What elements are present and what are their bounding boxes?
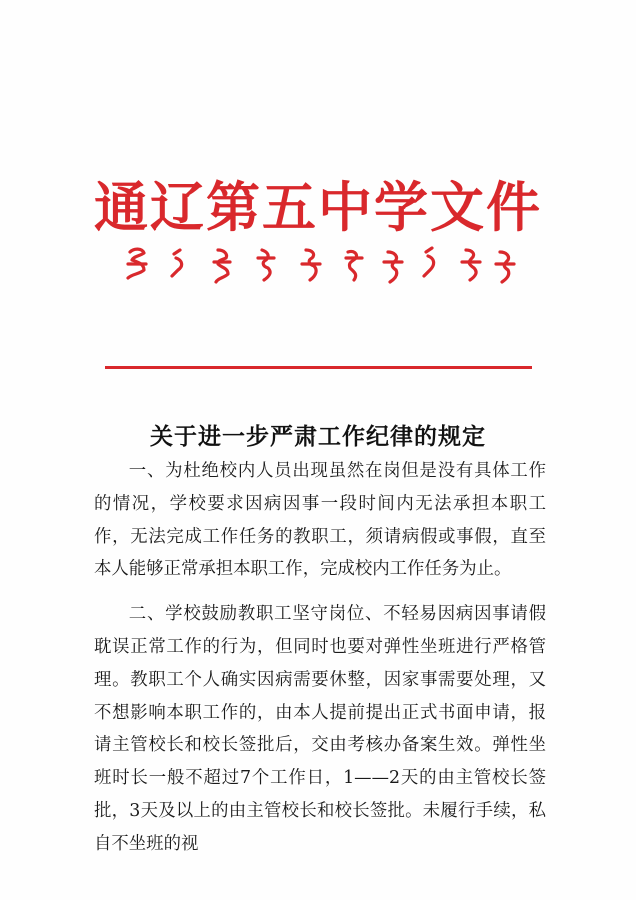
document-header-title: 通辽第五中学文件: [94, 175, 542, 239]
paragraph-2: 二、学校鼓励教职工坚守岗位、不轻易因病因事请假耽误正常工作的行为，但同时也要对弹性坐班进行严格管理。教职工个人确实因病需要休整，因家事需要处理，又不想影响本职工作的，由本人提前提出正式书面申请，报请主管校长和校长签批后，交由考核办备案生效。弹性坐班时长一般不超过7个工作日，1——2天的由主管校长签批，3天及以上的由主管校长和校长签批。未履行手续，私自不坐班的视: [94, 604, 546, 854]
paragraph-1: 一、为杜绝校内人员出现虽然在岗但是没有具体工作的情况，学校要求因病因事一段时间内无法承担本职工作，无法完成工作任务的教职工，须请病假或事假，直至本人能够正常承担本职工作，完成校内工作任务为止。: [94, 461, 546, 580]
mongolian-script-header: [120, 244, 516, 286]
header-red-rule: [105, 366, 532, 369]
document-title: 关于进一步严肃工作纪律的规定: [150, 423, 486, 450]
document-body: [94, 455, 546, 861]
